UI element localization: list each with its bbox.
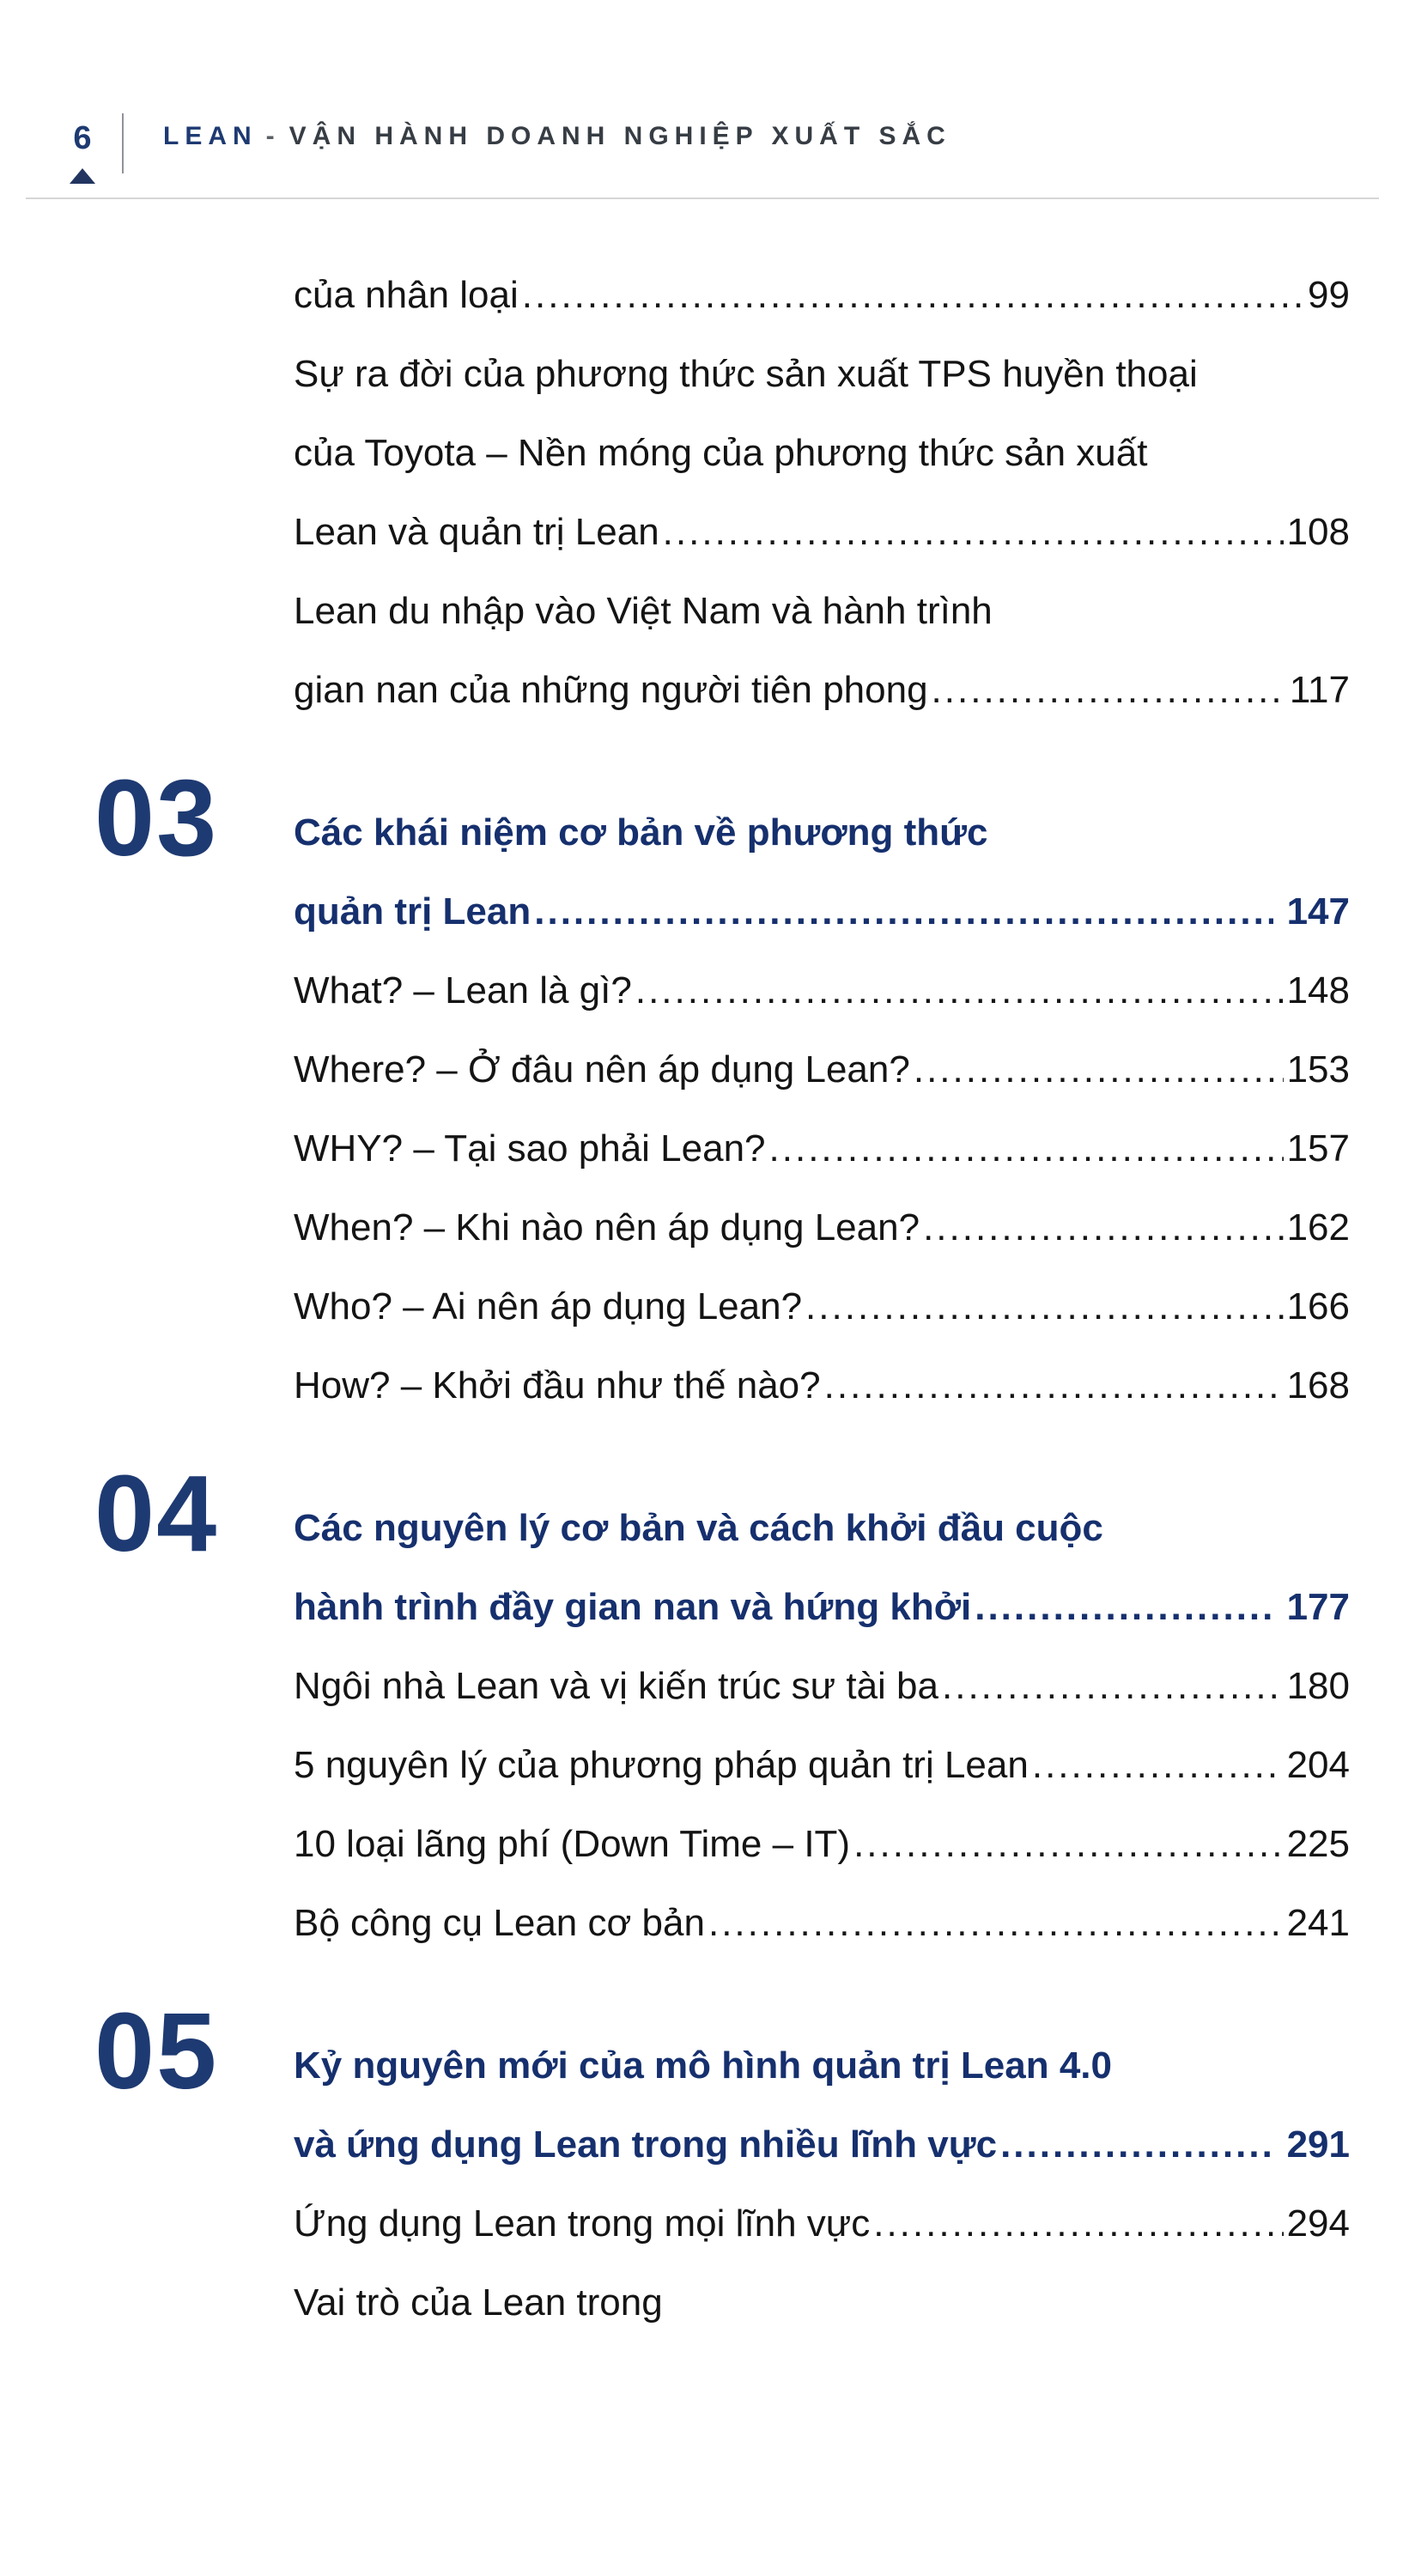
toc-page-number: 166	[1286, 1285, 1350, 1327]
toc-page-number: 117	[1289, 669, 1350, 711]
toc-entry	[294, 1267, 1350, 1346]
toc-page-number: 294	[1286, 2202, 1350, 2245]
toc-line	[294, 256, 1350, 335]
toc-section-04	[94, 1453, 1350, 1963]
toc-page-number: 162	[1286, 1206, 1350, 1249]
toc-entry-text: 10 loại lãng phí (Down Time – IT)	[294, 1823, 851, 1865]
chapter-title-text: Các nguyên lý cơ bản và cách khởi đầu cuộc	[294, 1507, 1103, 1549]
dot-leader	[769, 1109, 1284, 1188]
chapter-title-text: Kỷ nguyên mới của mô hình quản trị Lean 4.0	[294, 2044, 1112, 2087]
toc-entry	[294, 1109, 1350, 1188]
title-separator: -	[265, 122, 281, 150]
dot-leader	[1032, 1726, 1284, 1805]
toc-entry	[294, 951, 1350, 1030]
dot-leader	[824, 1346, 1284, 1425]
page-number: 6	[73, 120, 92, 156]
running-title	[124, 118, 951, 151]
toc-entry-text: Ngôi nhà Lean và vị kiến trúc sư tài ba	[294, 1665, 938, 1707]
triangle-marker-icon	[70, 168, 95, 184]
toc-entry-text: Ứng dụng Lean trong mọi lĩnh vực	[294, 2202, 871, 2245]
dot-leader	[522, 256, 1304, 335]
toc-line	[294, 2263, 1350, 2342]
toc-line	[294, 1109, 1350, 1188]
toc-page-number: 168	[1286, 1364, 1350, 1406]
toc-entry	[294, 572, 1350, 730]
toc-page-number: 99	[1308, 274, 1350, 316]
dot-leader	[534, 872, 1272, 951]
toc-entry-text: 5 nguyên lý của phương pháp quản trị Lean	[294, 1744, 1029, 1786]
toc-entry	[294, 2184, 1350, 2263]
toc-line	[294, 1805, 1350, 1884]
toc-entry	[294, 1726, 1350, 1805]
toc-line	[294, 493, 1350, 572]
toc-entry	[294, 1030, 1350, 1109]
header-rule	[26, 197, 1379, 199]
toc-entry-text: WHY? – Tại sao phải Lean?	[294, 1127, 766, 1170]
toc-entry	[294, 1346, 1350, 1425]
toc-entry	[294, 1805, 1350, 1884]
toc-entry-text: Sự ra đời của phương thức sản xuất TPS huyền thoại	[294, 353, 1198, 395]
toc-page-number: 204	[1286, 1744, 1350, 1786]
chapter-title-text: Các khái niệm cơ bản về phương thức	[294, 811, 988, 854]
toc-entry-text: What? – Lean là gì?	[294, 969, 632, 1012]
toc-page-number: 108	[1286, 511, 1350, 553]
chapter-title-text: và ứng dụng Lean trong nhiều lĩnh vực	[294, 2123, 998, 2166]
toc-section-05	[94, 1990, 1350, 2342]
toc-page-number: 177	[1286, 1586, 1350, 1628]
toc-entry-text: của nhân loại	[294, 274, 519, 316]
dot-leader	[853, 1805, 1284, 1884]
toc-page-number: 225	[1286, 1823, 1350, 1865]
toc-entry-text: When? – Khi nào nên áp dụng Lean?	[294, 1206, 920, 1249]
toc-entry	[294, 1884, 1350, 1963]
chapter-number: 05	[94, 1990, 219, 2111]
toc-entry-text: gian nan của những người tiên phong	[294, 669, 928, 711]
toc-line	[294, 1568, 1350, 1647]
toc-entry	[294, 1647, 1350, 1726]
toc-line	[294, 2184, 1350, 2263]
page-header	[0, 0, 1403, 184]
toc-entry-text: Bộ công cụ Lean cơ bản	[294, 1902, 705, 1944]
toc-line	[294, 1188, 1350, 1267]
page-number-block	[57, 118, 108, 184]
toc-line	[294, 651, 1350, 730]
toc-page-number: 180	[1286, 1665, 1350, 1707]
dot-leader	[663, 493, 1284, 572]
dot-leader	[923, 1188, 1284, 1267]
dot-leader	[1000, 2105, 1273, 2184]
toc-line	[294, 951, 1350, 1030]
toc-entry	[294, 1188, 1350, 1267]
toc-line	[294, 1726, 1350, 1805]
chapter-title-text: hành trình đầy gian nan và hứng khởi	[294, 1586, 972, 1628]
dot-leader	[942, 1647, 1284, 1726]
dot-leader	[975, 1568, 1272, 1647]
toc-entry-text: của Toyota – Nền móng của phương thức sản xuất	[294, 432, 1148, 474]
toc-line	[294, 1884, 1350, 1963]
chapter-number: 03	[94, 757, 219, 878]
toc-line	[294, 1030, 1350, 1109]
toc-line	[294, 1267, 1350, 1346]
toc-entry	[294, 335, 1350, 572]
toc-page-number: 147	[1286, 890, 1350, 933]
chapter-title	[294, 2026, 1350, 2184]
dot-leader	[635, 951, 1284, 1030]
dot-leader	[932, 651, 1286, 730]
toc-page-number: 241	[1286, 1902, 1350, 1944]
chapter-title	[294, 1489, 1350, 1647]
toc-line	[294, 1489, 1350, 1568]
toc-line	[294, 1647, 1350, 1726]
toc-line	[294, 335, 1350, 414]
book-subtitle-label: VẬN HÀNH DOANH NGHIỆP XUẤT SẮC	[288, 122, 951, 150]
toc-section-03	[94, 757, 1350, 1425]
toc-page-number: 153	[1286, 1048, 1350, 1091]
dot-leader	[914, 1030, 1284, 1109]
dot-leader	[873, 2184, 1283, 2263]
toc-line	[294, 2026, 1350, 2105]
toc-line	[294, 872, 1350, 951]
book-brand-label: LEAN	[163, 122, 258, 150]
toc-line	[294, 1346, 1350, 1425]
chapter-number: 04	[94, 1453, 219, 1574]
toc-line	[294, 572, 1350, 651]
toc-entry-text: Vai trò của Lean trong	[294, 2281, 663, 2324]
toc-entry	[294, 256, 1350, 335]
toc-page-number: 291	[1286, 2123, 1350, 2166]
chapter-title	[294, 793, 1350, 951]
toc-entry-text: Lean du nhập vào Việt Nam và hành trình	[294, 590, 993, 632]
table-of-contents	[94, 256, 1350, 2342]
toc-entry-text: Lean và quản trị Lean	[294, 511, 659, 553]
toc-entry	[294, 2263, 1350, 2342]
toc-line	[294, 414, 1350, 493]
toc-entry-text: Where? – Ở đâu nên áp dụng Lean?	[294, 1048, 910, 1091]
toc-entry-text: How? – Khởi đầu như thế nào?	[294, 1364, 821, 1406]
dot-leader	[805, 1267, 1284, 1346]
toc-page-number: 157	[1286, 1127, 1350, 1170]
toc-line	[294, 793, 1350, 872]
chapter-title-text: quản trị Lean	[294, 890, 531, 933]
dot-leader	[708, 1884, 1284, 1963]
toc-entry-text: Who? – Ai nên áp dụng Lean?	[294, 1285, 803, 1327]
toc-line	[294, 2105, 1350, 2184]
toc-page-number: 148	[1286, 969, 1350, 1012]
